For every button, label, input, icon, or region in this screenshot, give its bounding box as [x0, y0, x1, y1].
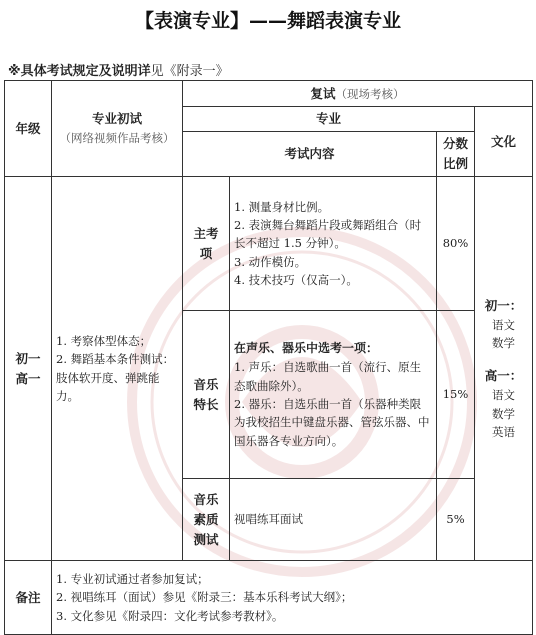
remark-item: 2. 视唱练耳（面试）参见《附录三：基本乐科考试大纲》；	[56, 590, 353, 605]
ratio-cell: 80%	[437, 177, 475, 311]
exam-note-link: 见《附录一》	[150, 64, 229, 79]
retest-header-cell	[183, 81, 533, 107]
content-cell	[230, 177, 437, 311]
retest-sub: （现场考核）	[335, 86, 405, 101]
content-item: 1. 声乐：自选歌曲一首（流行、原生态歌曲除外）。	[234, 360, 422, 393]
subject-name-cell	[183, 311, 230, 479]
prelim-header: 专业初试	[91, 111, 142, 127]
remarks-label: 备注	[5, 561, 52, 635]
subject-name-line: 项	[199, 245, 213, 261]
content-item: 4. 技术技巧（仅高一）。	[234, 273, 358, 288]
remark-item: 3. 文化参见《附录四：文化考试参考教材》。	[56, 608, 284, 623]
grade-cell	[5, 177, 52, 561]
ratio-cell: 15%	[437, 311, 475, 479]
page-title: 【表演专业】——舞蹈表演专业	[134, 10, 401, 32]
subject-name-cell	[183, 479, 230, 561]
prelim-item: 1. 考察体型体态；	[56, 333, 152, 348]
ratio-header-line: 比例	[442, 156, 468, 171]
content-header: 考试内容	[183, 132, 437, 177]
exam-table	[4, 80, 533, 635]
culture-subject: 英语	[492, 425, 515, 440]
culture-label: 初一：	[484, 297, 523, 313]
content-item: 2. 表演舞台舞蹈片段或舞蹈组合（时长不超过 1.5 分钟）。	[234, 217, 422, 251]
major-header: 专业	[183, 107, 475, 132]
culture-spacer	[479, 352, 528, 366]
culture-label: 高一：	[484, 368, 523, 384]
prelim-header-cell	[52, 81, 183, 177]
grade-line: 初一	[15, 350, 41, 366]
ratio-cell: 5%	[437, 479, 475, 561]
content-cell	[230, 311, 437, 479]
ratio-header-line: 分数	[442, 136, 468, 151]
culture-subject: 语文	[492, 317, 515, 332]
remarks-cell	[52, 561, 533, 635]
prelim-item: 2. 舞蹈基本条件测试：肢体软开度、弹跳能力。	[56, 352, 175, 403]
content-heading: 在声乐、器乐中选考一项：	[234, 340, 379, 355]
subject-name-line: 素质	[193, 511, 219, 527]
culture-header: 文化	[475, 107, 533, 177]
retest-header: 复试	[310, 85, 336, 101]
content-item: 2. 器乐：自选乐曲一首（乐器种类限为我校招生中键盘乐器、管弦乐器、中国乐器各专业方向）。	[234, 396, 430, 448]
culture-cell	[475, 177, 533, 561]
ratio-header	[437, 132, 475, 177]
subject-name-line: 特长	[193, 396, 219, 412]
content-item: 视唱练耳面试	[234, 512, 303, 527]
subject-name-line: 测试	[193, 531, 219, 547]
subject-name-line: 音乐	[193, 491, 219, 507]
culture-subject: 语文	[492, 388, 515, 403]
culture-subject: 数学	[492, 335, 515, 350]
content-item: 1. 测量身材比例。	[234, 199, 330, 214]
culture-subject: 数学	[492, 406, 515, 421]
grade-header: 年级	[5, 81, 52, 177]
subject-name-line: 音乐	[193, 376, 219, 392]
subject-name-cell	[183, 177, 230, 311]
subject-name-line: 主考	[193, 225, 219, 241]
exam-note-bold: ※具体考试规定及说明详	[8, 64, 151, 79]
prelim-items-cell	[52, 177, 183, 561]
remark-item: 1. 专业初试通过者参加复试；	[56, 571, 209, 586]
content-cell	[230, 479, 437, 561]
exam-note	[8, 60, 229, 79]
grade-line: 高一	[15, 370, 41, 386]
content-item: 3. 动作模仿。	[234, 254, 307, 269]
prelim-sub: （网络视频作品考核）	[59, 131, 175, 146]
